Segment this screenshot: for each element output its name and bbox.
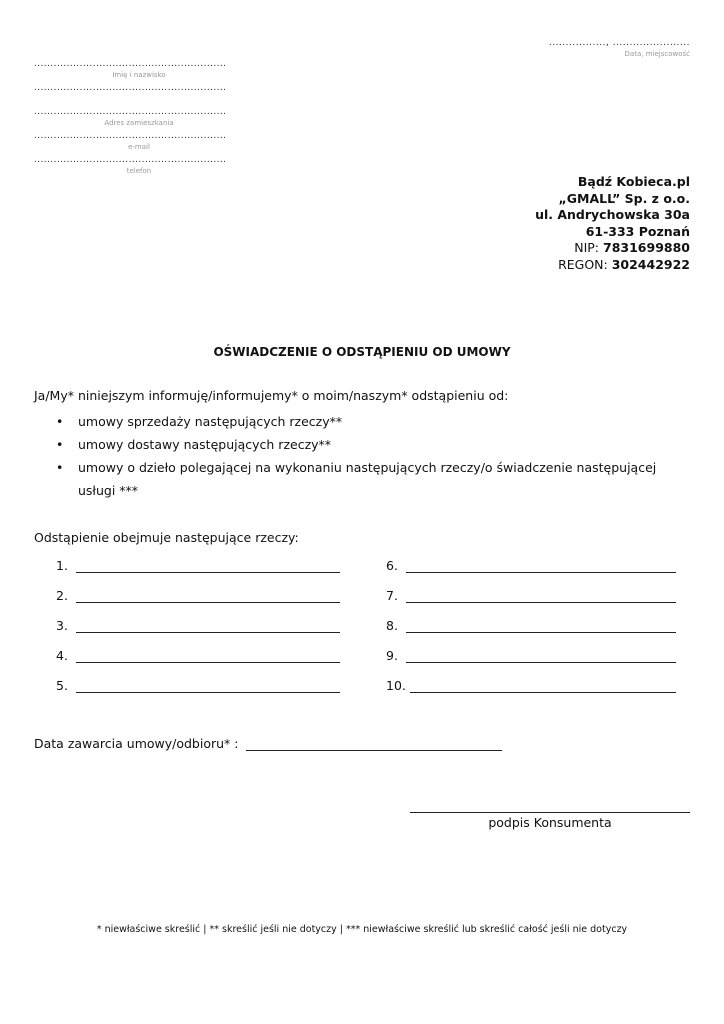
intro-text: Ja/My* niniejszym informuję/informujemy* o moim/naszym* odstąpieniu od:	[34, 388, 509, 403]
item-field[interactable]	[406, 588, 676, 603]
recipient-address	[535, 174, 690, 273]
address-caption: Adres zamieszkania	[104, 119, 174, 127]
contract-type-list	[56, 410, 696, 502]
item-number: 8.	[386, 618, 398, 633]
item-row[interactable]	[56, 588, 340, 603]
signature-field[interactable]	[410, 798, 690, 813]
regon-value: 302442922	[611, 256, 690, 272]
email-field[interactable]: ...........................................................	[34, 131, 227, 141]
item-number: 10.	[386, 678, 406, 693]
item-row[interactable]	[56, 618, 340, 633]
item-row[interactable]	[56, 558, 340, 573]
item-number: 9.	[386, 648, 398, 663]
recipient-legal-name: „GMALL” Sp. z o.o.	[558, 190, 690, 206]
date-place-field[interactable]: ................., .......................	[548, 38, 690, 48]
bullet-icon: •	[56, 437, 64, 452]
item-number: 4.	[56, 648, 68, 663]
items-intro: Odstąpienie obejmuje następujące rzeczy:	[34, 530, 299, 545]
list-item[interactable]	[56, 456, 696, 502]
item-row[interactable]	[386, 678, 676, 693]
item-row[interactable]	[386, 558, 676, 573]
list-item[interactable]	[56, 433, 696, 456]
item-row[interactable]	[386, 618, 676, 633]
address-field-line-2[interactable]: ...........................................................	[34, 107, 227, 117]
item-number: 3.	[56, 618, 68, 633]
item-field[interactable]	[76, 588, 340, 603]
recipient-nip	[535, 240, 690, 257]
date-place-caption: Data, miejscowość	[624, 50, 690, 58]
footnote: * niewłaściwe skreślić | ** skreślić jeśli nie dotyczy | *** niewłaściwe skreślić lub skreślić całość jeśli nie dotyczy	[96, 924, 628, 935]
item-field[interactable]	[76, 558, 340, 573]
item-number: 7.	[386, 588, 398, 603]
list-item-label: umowy o dzieło polegającej na wykonaniu następujących rzeczy/o świadczenie następującej usługi ***	[78, 460, 657, 498]
item-number: 5.	[56, 678, 68, 693]
item-row[interactable]	[386, 648, 676, 663]
phone-field[interactable]: ...........................................................	[34, 155, 227, 165]
email-caption: e-mail	[128, 143, 150, 151]
nip-value: 7831699880	[603, 240, 690, 255]
bullet-icon: •	[56, 460, 64, 475]
name-field[interactable]: ...........................................................	[34, 59, 227, 69]
item-row[interactable]	[56, 678, 340, 693]
recipient-company: Bądź Kobieca.pl	[577, 174, 690, 189]
item-number: 1.	[56, 558, 68, 573]
item-field[interactable]	[76, 678, 340, 693]
recipient-street: ul. Andrychowska 30a	[535, 207, 690, 222]
item-field[interactable]	[410, 678, 676, 693]
list-item[interactable]	[56, 410, 696, 433]
item-row[interactable]	[386, 588, 676, 603]
recipient-regon	[535, 257, 690, 274]
sender-block	[34, 58, 244, 178]
item-field[interactable]	[76, 618, 340, 633]
item-field[interactable]	[406, 558, 676, 573]
document-title: OŚWIADCZENIE O ODSTĄPIENIU OD UMOWY	[213, 345, 511, 359]
list-item-label: umowy dostawy następujących rzeczy**	[78, 437, 332, 452]
phone-caption: telefon	[126, 167, 152, 175]
item-field[interactable]	[76, 648, 340, 663]
regon-label: REGON:	[558, 256, 608, 272]
contract-date-row	[34, 736, 502, 751]
nip-label: NIP:	[574, 240, 600, 255]
item-row[interactable]	[56, 648, 340, 663]
bullet-icon: •	[56, 414, 64, 429]
recipient-city: 61-333 Poznań	[585, 223, 690, 239]
address-spacer-caption	[34, 94, 244, 106]
name-caption: Imię i nazwisko	[112, 71, 166, 79]
address-field-line-1[interactable]: ...........................................................	[34, 83, 227, 93]
signature-block	[410, 798, 690, 830]
contract-date-field[interactable]	[246, 736, 502, 751]
item-field[interactable]	[406, 648, 676, 663]
item-number: 2.	[56, 588, 68, 603]
item-field[interactable]	[406, 618, 676, 633]
list-item-label: umowy sprzedaży następujących rzeczy**	[78, 414, 343, 429]
item-number: 6.	[386, 558, 398, 573]
contract-date-label: Data zawarcia umowy/odbioru* :	[34, 736, 239, 751]
signature-label: podpis Konsumenta	[488, 815, 612, 830]
